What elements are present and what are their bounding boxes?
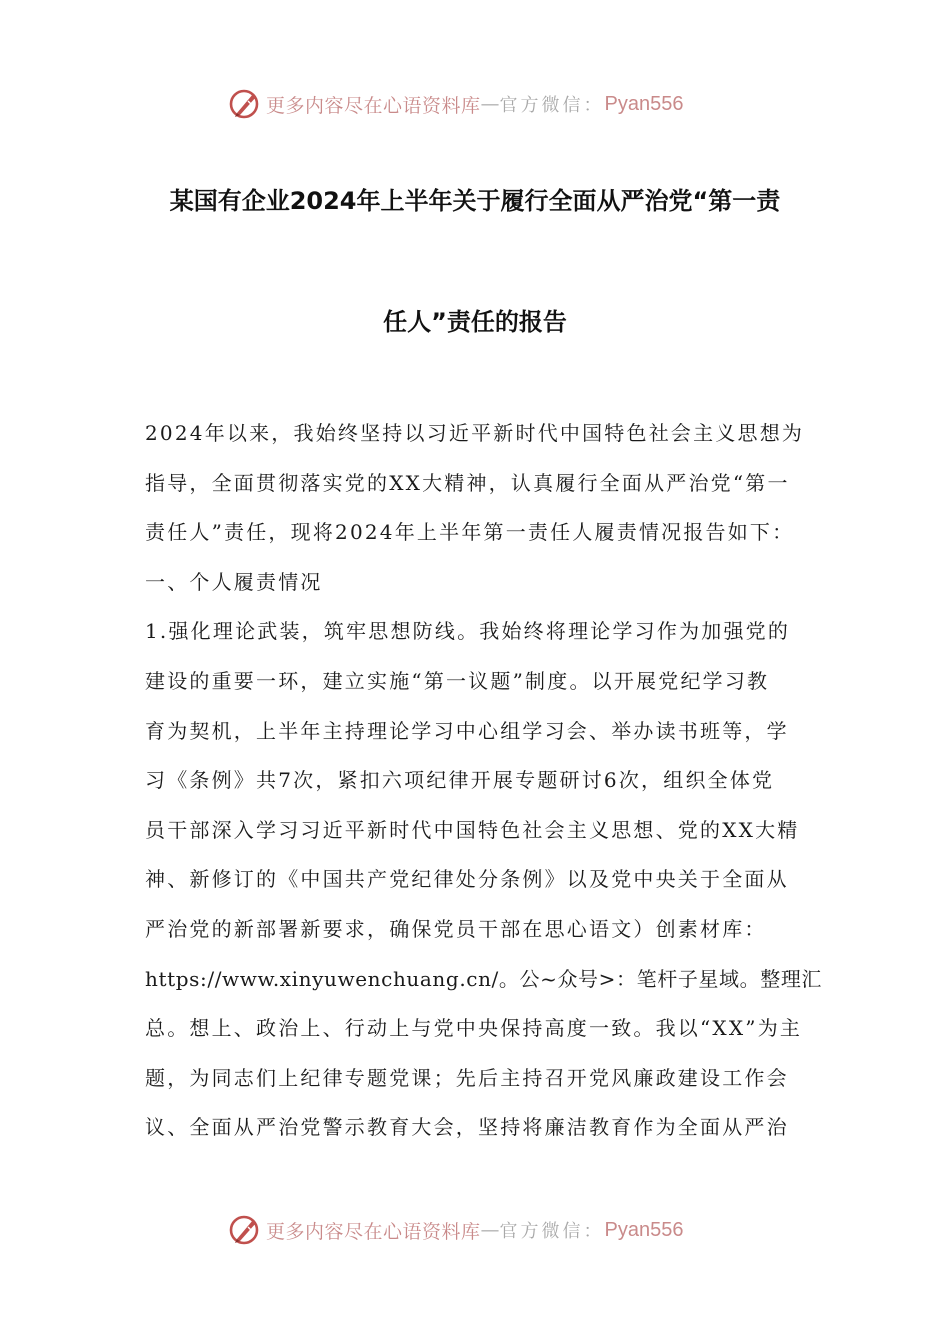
footer-wechat-id: Pyan556: [604, 1218, 684, 1241]
body-line: 责任人”责任，现将2024年上半年第一责任人履责情况报告如下：: [145, 520, 795, 545]
section-heading: 一、个人履责情况: [145, 569, 323, 594]
body-line: 指导，全面贯彻落实党的XX大精神，认真履行全面从严治党“第一: [145, 470, 790, 495]
body-line: 建设的重要一环，建立实施“第一议题”制度。以开展党纪学习教: [145, 668, 770, 693]
body-line: 总。想上、政治上、行动上与党中央保持高度一致。我以“XX”为主: [145, 1016, 803, 1041]
banner-dash: —: [480, 93, 500, 115]
footer-dash: —: [480, 1219, 500, 1241]
document-title-line-1: 某国有企业2024年上半年关于履行全面从严治党“第一责: [169, 187, 781, 215]
pen-logo-icon: [228, 1213, 262, 1247]
document-title-line-2: 任人”责任的报告: [383, 308, 567, 336]
footer-banner: [228, 1208, 748, 1252]
body-line-url: https://www.xinyuwenchuang.cn/。公~众号>：笔杆子星域。整理汇: [145, 966, 823, 991]
footer-slogan: 更多内容尽在心语资料库: [266, 1220, 481, 1243]
pen-logo-icon: [228, 87, 262, 121]
body-line: 神、新修订的《中国共产党纪律处分条例》以及党中央关于全面从: [145, 867, 789, 892]
body-line: 育为契机，上半年主持理论学习中心组学习会、举办读书班等，学: [145, 718, 789, 743]
footer-wechat-label: 官方微信：: [499, 1221, 605, 1242]
document-body: [145, 418, 823, 1162]
body-line: 严治党的新部署新要求，确保党员干部在思心语文）创素材库：: [145, 916, 767, 941]
body-line: 员干部深入学习习近平新时代中国特色社会主义思想、党的XX大精: [145, 817, 800, 842]
body-line: 2024年以来，我始终坚持以习近平新时代中国特色社会主义思想为: [145, 421, 805, 445]
body-line: 议、全面从严治党警示教育大会，坚持将廉洁教育作为全面从严治: [145, 1115, 789, 1140]
body-line: 题，为同志们上纪律专题党课；先后主持召开党风廉政建设工作会: [145, 1065, 789, 1090]
banner-wechat-id: Pyan556: [604, 92, 684, 115]
banner-wechat-label: 官方微信：: [499, 95, 605, 116]
body-line: 1.强化理论武装，筑牢思想防线。我始终将理论学习作为加强党的: [145, 619, 791, 644]
header-banner: [228, 82, 748, 126]
body-line: 习《条例》共7次，紧扣六项纪律开展专题研讨6次，组织全体党: [145, 768, 775, 793]
banner-slogan: 更多内容尽在心语资料库: [266, 94, 481, 117]
